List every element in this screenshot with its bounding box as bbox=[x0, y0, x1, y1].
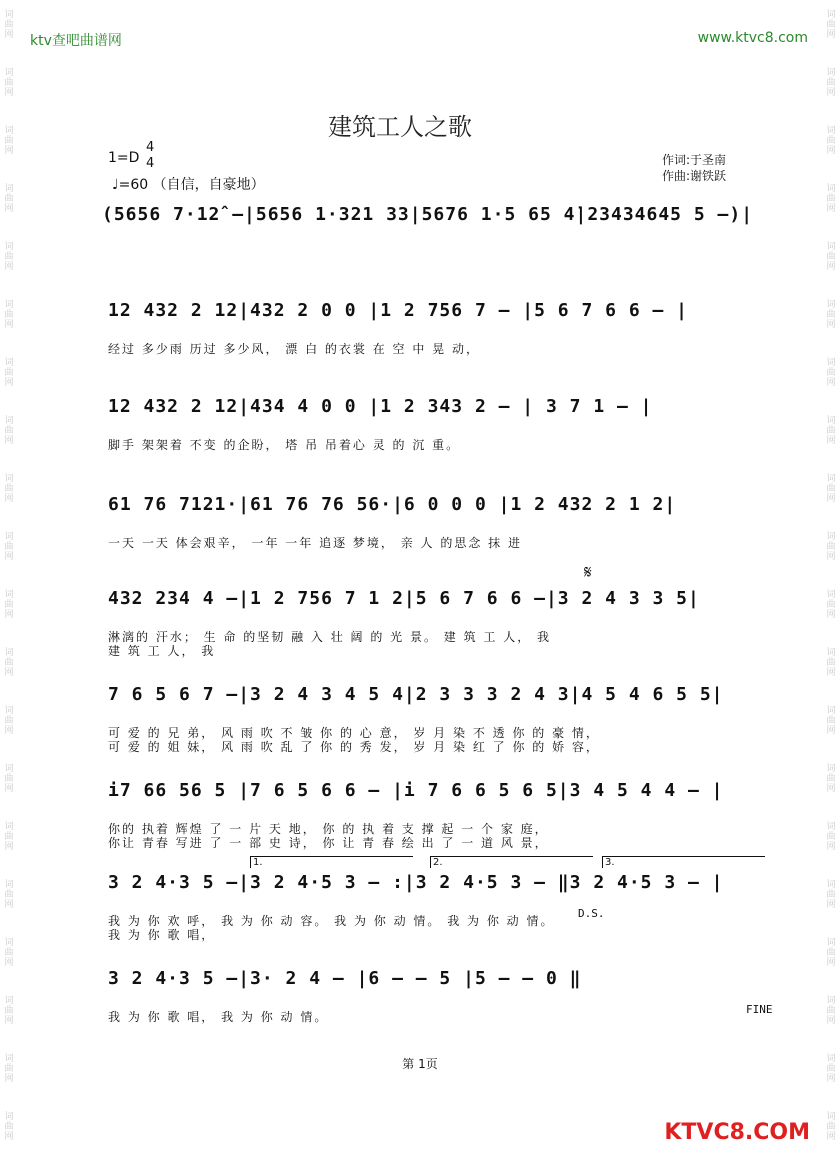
watermark-text: 词曲网 bbox=[826, 938, 836, 968]
watermark-text: 词曲网 bbox=[826, 532, 836, 562]
watermark-text: 词曲网 bbox=[4, 532, 14, 562]
watermark-text: 词曲网 bbox=[826, 822, 836, 852]
lyrics-line: 你的 执着 辉煌 了 一 片 天 地， 你 的 执 着 支 撑 起 一 个 家 庭， bbox=[108, 822, 549, 836]
lyrics-line: 可 爱 的 兄 弟， 风 雨 吹 不 皱 你 的 心 意， 岁 月 染 不 透 你 的 豪 情， bbox=[108, 726, 600, 740]
jianpu-notes: 432 234 4 –|1 2 756 7 1 2|5 6 7 6 6 –|3 2 4 3 3 5| bbox=[108, 588, 700, 609]
time-bottom: 4 bbox=[146, 156, 155, 171]
watermark-text: 词曲网 bbox=[826, 1054, 836, 1084]
jianpu-notes: 3 2 4·3 5 –|3· 2 4 – |6 – – 5 |5 – – 0 ‖ bbox=[108, 968, 582, 989]
volta-mark: 3. bbox=[602, 856, 765, 868]
lyrics-line: 我 为 你 歌 唱， 我 为 你 动 情。 bbox=[108, 1010, 329, 1024]
watermark-text: 词曲网 bbox=[826, 184, 836, 214]
watermark-text: 词曲网 bbox=[826, 764, 836, 794]
jianpu-notes: 7 6 5 6 7 –|3 2 4 3 4 5 4|2 3 3 3 2 4 3|4 5 4 6 5 5| bbox=[108, 684, 724, 705]
watermark-text: 词曲网 bbox=[4, 880, 14, 910]
lyrics-line: 脚手 架架着 不变 的企盼， 塔 吊 吊着心 灵 的 沉 重。 bbox=[108, 438, 461, 452]
volta-mark: 2. bbox=[430, 856, 593, 868]
jianpu-notes: 12 432 2 12|434 4 0 0 |1 2 343 2 – | 3 7 1 – | bbox=[108, 396, 653, 417]
lyrics-line-2: 你让 青春 写进 了 一 部 史 诗， 你 让 青 春 绘 出 了 一 道 风 景， bbox=[108, 836, 549, 850]
key-signature: 1=D bbox=[108, 150, 140, 166]
watermark-text: 词曲网 bbox=[826, 706, 836, 736]
song-title: 建筑工人之歌 bbox=[328, 113, 472, 141]
lyrics-line: 一天 一天 体会艰辛， 一年 一年 追逐 梦境， 亲 人 的思念 抹 进 bbox=[108, 536, 522, 550]
watermark-text: 词曲网 bbox=[4, 706, 14, 736]
jianpu-notes: 61 76 7121·|61 76 76 56·|6 0 0 0 |1 2 432 2 1 2| bbox=[108, 494, 677, 515]
lyrics-line: 我 为 你 欢 呼， 我 为 你 动 容。 我 为 你 动 情。 我 为 你 动 情。 bbox=[108, 914, 555, 928]
lyrics-line: 淋漓的 汗水； 生 命 的坚韧 融 入 壮 阔 的 光 景。 建 筑 工 人， 我 bbox=[108, 630, 552, 644]
watermark-text: 词曲网 bbox=[4, 764, 14, 794]
watermark-text: 词曲网 bbox=[4, 1112, 14, 1142]
watermark-text: 词曲网 bbox=[826, 300, 836, 330]
watermark-text: 词曲网 bbox=[826, 648, 836, 678]
site-name-left[interactable]: ktv查吧曲谱网 bbox=[30, 33, 122, 49]
watermark-text: 词曲网 bbox=[826, 590, 836, 620]
watermark-text: 词曲网 bbox=[4, 590, 14, 620]
page-number: 第 1页 bbox=[402, 1057, 438, 1071]
lyrics-line-2: 建 筑 工 人， 我 bbox=[108, 644, 216, 658]
watermark-text: 词曲网 bbox=[826, 10, 836, 40]
watermark-text: 词曲网 bbox=[4, 68, 14, 98]
segno-mark: 𝄋 bbox=[584, 562, 592, 583]
watermark-text: 词曲网 bbox=[826, 68, 836, 98]
lyrics-line-2: 我 为 你 歌 唱， bbox=[108, 928, 216, 942]
watermark-text: 词曲网 bbox=[4, 416, 14, 446]
jianpu-notes: i7 66 56 5 |7 6 5 6 6 – |i 7 6 6 5 6 5|3 4 5 4 4 – | bbox=[108, 780, 724, 801]
watermark-text: 词曲网 bbox=[4, 996, 14, 1026]
watermark-text: 词曲网 bbox=[4, 126, 14, 156]
jianpu-notes: 3 2 4·3 5 –|3 2 4·5 3 – :|3 2 4·5 3 – ‖3 2 4·5 3 – | bbox=[108, 872, 724, 893]
watermark-text: 词曲网 bbox=[4, 1054, 14, 1084]
time-signature bbox=[146, 140, 154, 172]
watermark-text: 词曲网 bbox=[4, 938, 14, 968]
jianpu-notes: 12 432 2 12|432 2 0 0 |1 2 756 7 – |5 6 7 6 6 – | bbox=[108, 300, 689, 321]
fine-mark: FINE bbox=[746, 1003, 773, 1016]
watermark-text: 词曲网 bbox=[4, 184, 14, 214]
watermark-text: 词曲网 bbox=[4, 358, 14, 388]
watermark-text: 词曲网 bbox=[4, 648, 14, 678]
watermark-text: 词曲网 bbox=[4, 822, 14, 852]
jianpu-notes: (5656 7·12̂ –|5656 1·321 33|5676 1·5 65 4̇|23434645 5 –)| bbox=[102, 204, 754, 225]
volta-mark: 1. bbox=[250, 856, 413, 868]
watermark-text: 词曲网 bbox=[826, 416, 836, 446]
site-url-right[interactable]: www.ktvc8.com bbox=[697, 30, 808, 46]
watermark-text: 词曲网 bbox=[4, 242, 14, 272]
ds-mark: D.S. bbox=[578, 907, 605, 920]
watermark-text: 词曲网 bbox=[4, 10, 14, 40]
watermark-text: 词曲网 bbox=[4, 300, 14, 330]
watermark-text: 词曲网 bbox=[826, 358, 836, 388]
lyricist: 作词:于圣南 bbox=[662, 153, 727, 167]
mood-marking: （自信，自豪地） bbox=[152, 177, 265, 193]
lyrics-line-2: 可 爱 的 姐 妹， 风 雨 吹 乱 了 你 的 秀 发， 岁 月 染 红 了 你 的 娇 容， bbox=[108, 740, 600, 754]
credits bbox=[662, 152, 726, 184]
watermark-text: 词曲网 bbox=[826, 880, 836, 910]
tempo-marking bbox=[112, 174, 265, 194]
lyrics-line: 经过 多少雨 历过 多少风， 漂 白 的衣裳 在 空 中 晃 动， bbox=[108, 342, 480, 356]
watermark-text: 词曲网 bbox=[826, 1112, 836, 1142]
site-logo[interactable]: KTVC8.COM bbox=[664, 1120, 810, 1145]
watermark-text: 词曲网 bbox=[826, 242, 836, 272]
time-top: 4 bbox=[146, 140, 155, 155]
watermark-text: 词曲网 bbox=[826, 474, 836, 504]
tempo-value: ♩=60 bbox=[112, 177, 149, 193]
watermark-text: 词曲网 bbox=[826, 996, 836, 1026]
right-watermark-strip bbox=[824, 0, 838, 1169]
left-watermark-strip bbox=[2, 0, 16, 1169]
watermark-text: 词曲网 bbox=[826, 126, 836, 156]
watermark-text: 词曲网 bbox=[4, 474, 14, 504]
composer: 作曲:谢铁跃 bbox=[662, 169, 727, 183]
